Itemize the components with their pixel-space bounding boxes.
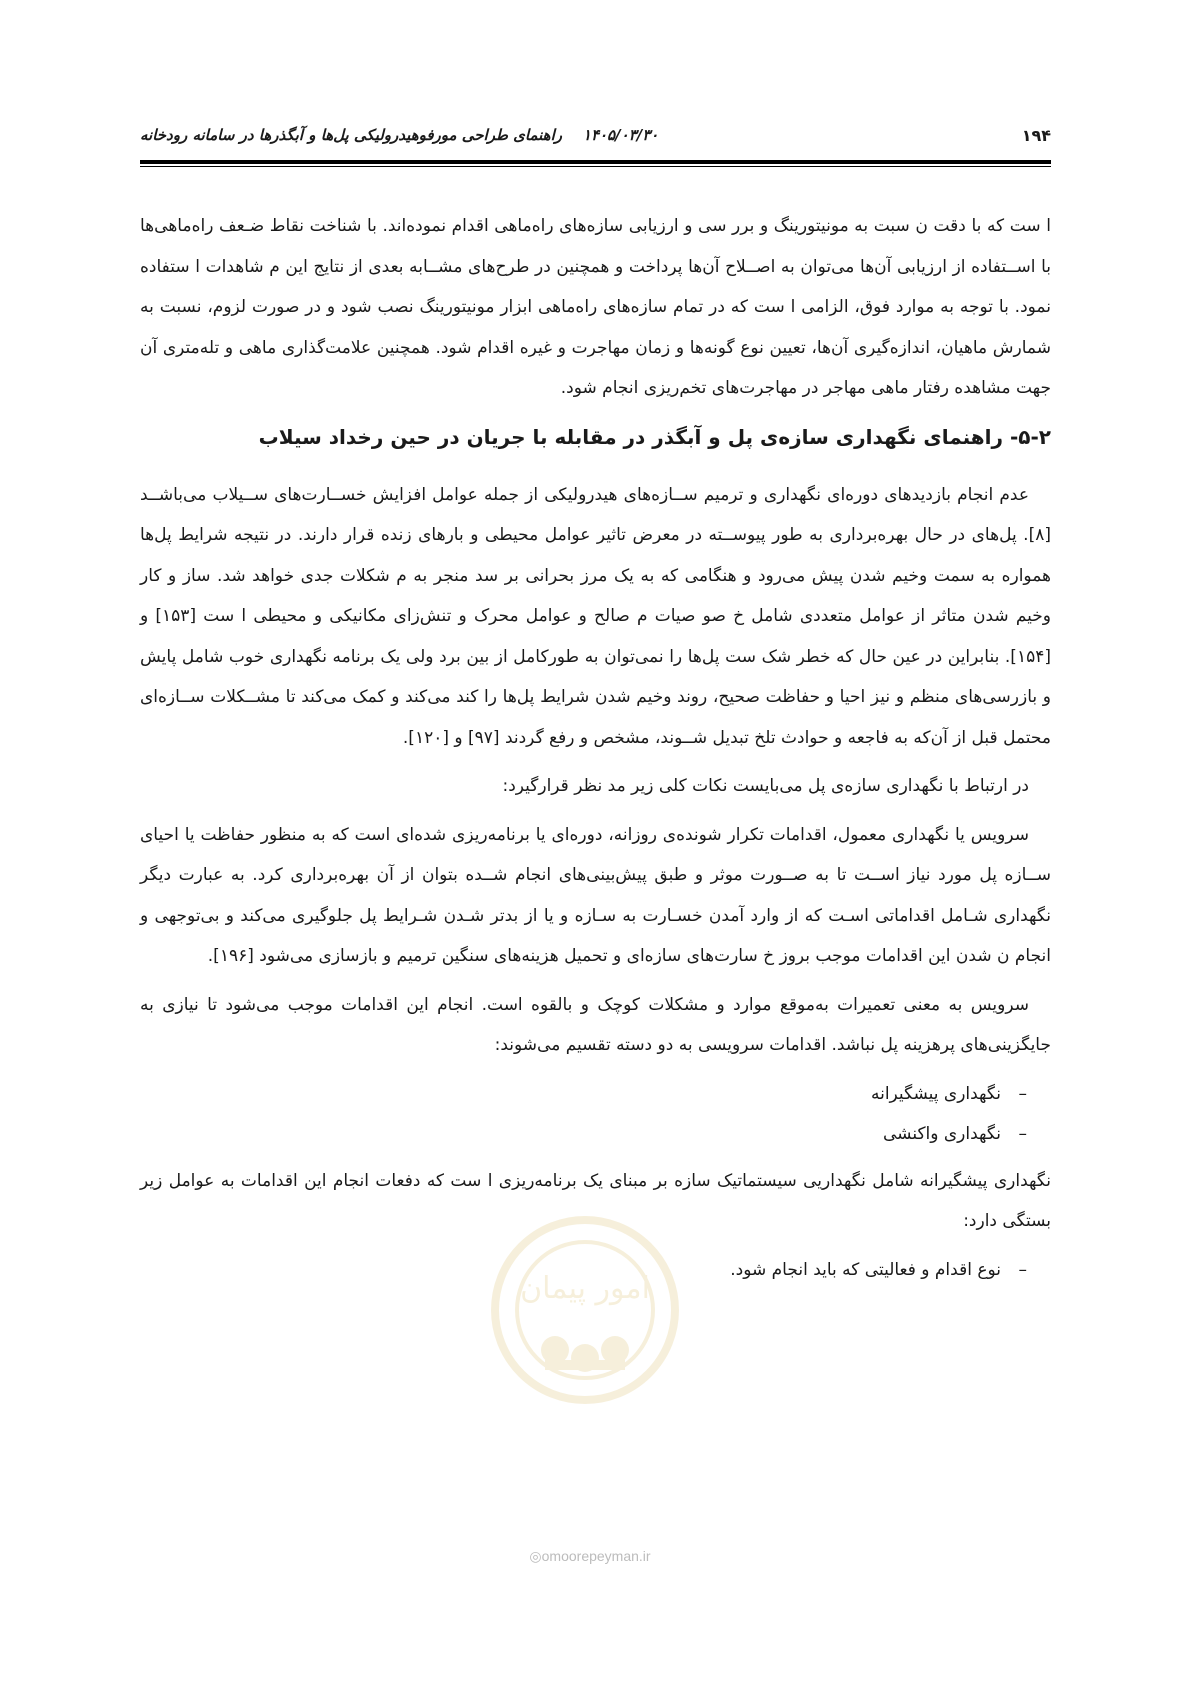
paragraph-maintenance-intro: عدم انجام بازدیدهای دوره‌ای نگهداری و ترمیم ســازه‌های هیدرولیکی از جمله عوامل افزایش خســارت‌های ســیلاب می‌باشــد [۸]. پل‌های در حال بهره‌برداری به طور پیوســته در معرض تاثیر عوامل محیطی و بارهای زنده قرار دارند. در نتیجه شرایط پل‌ها همواره به سمت وخیم شدن پیش می‌رود و هنگامی که به یک مرز بحرانی بر سد منجر به م شکلات جدی خواهد شد. ساز و کار وخیم شدن متاثر از عوامل متعددی شامل خ صو صیات م صالح و عوامل محرک و تنش‌زای مکانیکی و محیطی ا ست [۱۵۳] و [۱۵۴]. بنابراین در عین حال که خطر شک ست پل‌ها را نمی‌توان به طورکامل از بین برد ولی یک برنامه نگهداری خوب شامل پایش و بازرسی‌های منظم و نیز احیا و حفاظت صحیح، روند وخیم شدن شرایط پل‌ها را کند می‌کند و کمک می‌کند تا مشــکلات ســازه‌ای محتمل قبل از آن‌که به فاجعه و حوادث تلخ تبدیل شــوند، مشخص و رفع گردند [۹۷] و [۱۲۰]. bbox=[140, 484, 1052, 748]
paragraph-general-points: در ارتباط با نگهداری سازه‌ی پل می‌بایست نکات کلی زیر مد نظر قرارگیرد: bbox=[502, 776, 1029, 796]
list-dash: – bbox=[1018, 1083, 1027, 1104]
watermark-url: ◎omoorepeyman.ir bbox=[529, 1548, 651, 1564]
header-rule-thick bbox=[140, 160, 1051, 164]
header-date: ۱۴۰۵/۰۳/۳۰ bbox=[582, 126, 659, 144]
list-item-text: نگهداری پیشگیرانه bbox=[870, 1083, 1001, 1104]
list-dash: – bbox=[1018, 1259, 1027, 1280]
list-item-text: نوع اقدام و فعالیتی که باید انجام شود. bbox=[730, 1259, 1001, 1280]
page-header bbox=[140, 126, 1051, 156]
running-title: راهنمای طراحی مورفوهیدرولیکی پل‌ها و آبگذرها در سامانه رودخانه bbox=[140, 126, 562, 144]
paragraph-routine-maintenance: سرویس یا نگهداری معمول، اقدامات تکرار شونده‌ی روزانه، دوره‌ای یا برنامه‌ریزی شده‌ای است که به منظور حفاظت یا احیای ســازه پل مورد نیاز اســت تا به صــورت موثر و طبق پیش‌بینی‌های انجام شــده بتوان از آن بهره‌برداری کرد. به عبارت دیگر نگهداری شـامل اقداماتی اسـت که از وارد آمدن خسـارت به سـازه و یا از بدتر شـدن شـرایط پل جلوگیری می‌کند و بی‌توجهی و انجام ن شدن این اقدامات موجب بروز خ سارت‌های سازه‌ای و تحمیل هزینه‌های سنگین ترمیم و بازسازی می‌شود [۱۹۶]. bbox=[140, 824, 1051, 966]
list-dash: – bbox=[1018, 1124, 1027, 1144]
list-item bbox=[140, 1114, 1027, 1155]
watermark-url-text: omoorepeyman.ir bbox=[541, 1548, 651, 1564]
section-heading: ۵-۲- راهنمای نگهداری سازه‌ی پل و آبگذر در مقابله با جریان در حین رخداد سیلاب bbox=[258, 424, 1051, 449]
page-number: ۱۹۴ bbox=[1021, 126, 1051, 145]
list-item bbox=[140, 1074, 1027, 1115]
service-types-list bbox=[140, 1074, 1051, 1155]
header-rule-thin bbox=[140, 166, 1051, 167]
paragraph-preventive: نگهداری پیشگیرانه شامل نگهداریی سیستماتیک سازه بر مبنای یک برنامه‌ریزی ا ست که دفعات انجام این اقدامات به عوامل زیر بستگی دارد: bbox=[140, 1170, 1051, 1231]
main-content bbox=[140, 206, 1051, 1296]
intro-paragraph: ا ست که با دقت ن سبت به مونیتورینگ و برر سی و ارزیابی سازه‌های راه‌ماهی اقدام نموده‌اند. با شناخت نقاط ضـعف راه‌ماهی‌ها با اســتفاده از ارزیابی آن‌ها می‌توان به اصــلاح آن‌ها پرداخت و همچنین در طرح‌های مشــابه بعدی از نتایج این م شاهدات ا ستفاده نمود. با توجه به موارد فوق، الزامی ا ست که در تمام سازه‌های راه‌ماهی ابزار مونیتورینگ نصب شود و در صورت لزوم، نسبت به شمارش ماهیان، اندازه‌گیری آن‌ها، تعیین نوع گونه‌ها و زمان مهاجرت و غیره اقدام شود. همچنین علامت‌گذاری ماهی و تله‌متری آن جهت مشاهده رفتار ماهی مهاجر در مهاجرت‌های تخم‌ریزی انجام شود. bbox=[140, 216, 1051, 398]
watermark-logo-icon bbox=[485, 1210, 685, 1410]
watermark-logo-text: امور پیمان bbox=[520, 1271, 650, 1306]
list-item-text: نگهداری واکنشی bbox=[882, 1124, 1001, 1144]
paragraph-service-definition: سرویس به معنی تعمیرات به‌موقع موارد و مشکلات کوچک و بالقوه است. انجام این اقدامات موجب می‌شود تا نیازی به جایگزینی‌های پرهزینه پل نباشد. اقدامات سرویسی به دو دسته تقسیم می‌شوند: bbox=[140, 994, 1051, 1055]
header-title-line bbox=[140, 126, 658, 144]
